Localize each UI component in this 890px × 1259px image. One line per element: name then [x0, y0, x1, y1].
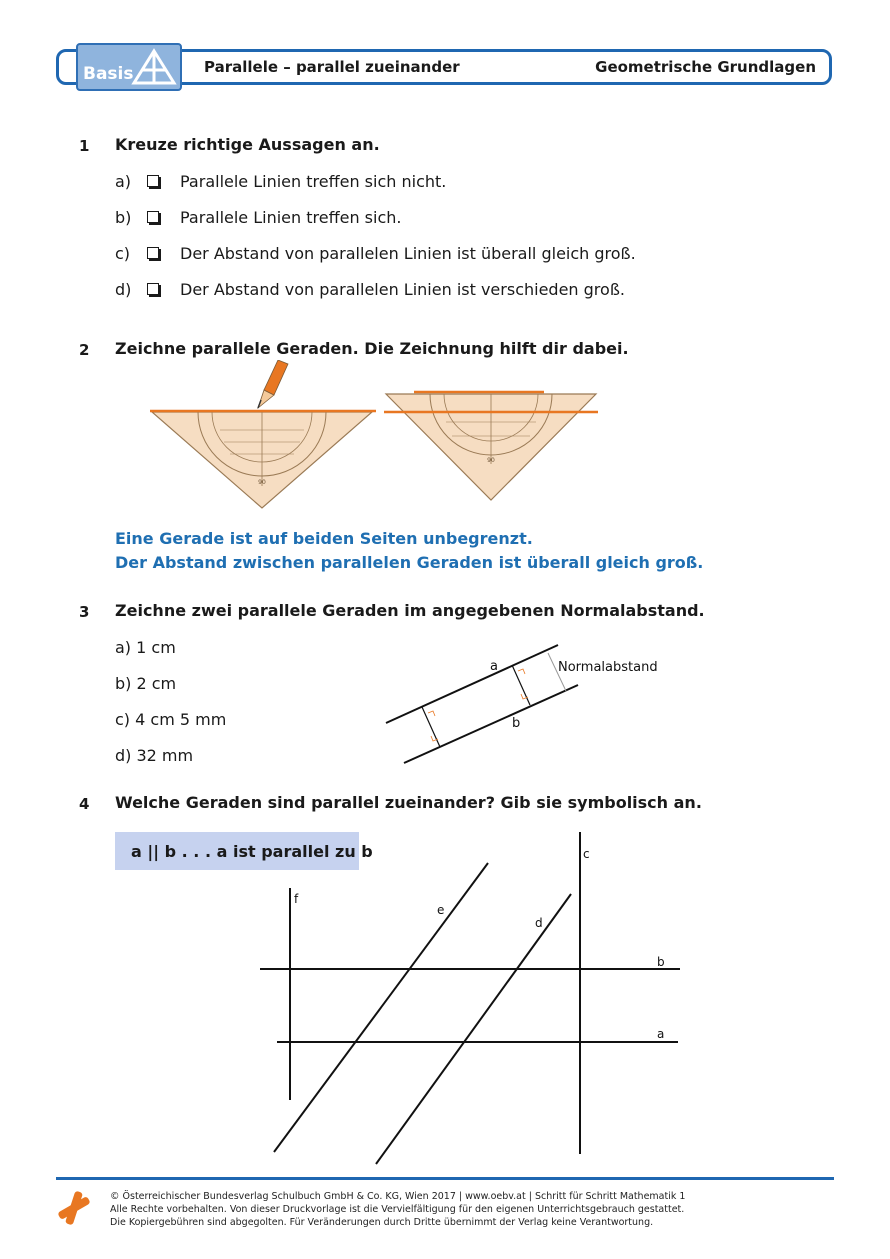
task3-title: Zeichne zwei parallele Geraden im angegebenen Normalabstand.: [115, 601, 705, 620]
label-f: f: [294, 892, 299, 906]
footer-rights: Alle Rechte vorbehalten. Von dieser Druckvorlage ist die Vervielfältigung für den eigenen Unterrichtsgebrauch gestattet.: [110, 1204, 685, 1215]
set-square-illustration: [140, 360, 610, 520]
task3-item-b: b) 2 cm: [115, 674, 177, 693]
symbol-example-text: a || b . . . a ist parallel zu b: [131, 842, 373, 861]
task2-info-line2: Der Abstand zwischen parallelen Geraden ist überall gleich groß.: [115, 553, 704, 572]
logo-text: Basis: [83, 64, 134, 84]
line-d: [376, 894, 571, 1164]
task3-item-a: a) 1 cm: [115, 638, 176, 657]
svg-text:90: 90: [258, 479, 266, 486]
svg-text:90: 90: [487, 457, 495, 464]
normal-distance-figure: [380, 635, 680, 775]
task4-number: 4: [79, 795, 90, 813]
task2-title: Zeichne parallele Geraden. Die Zeichnung hilft dir dabei.: [115, 339, 629, 358]
publisher-logo-icon: [56, 1190, 92, 1226]
task1-title: Kreuze richtige Aussagen an.: [115, 135, 380, 154]
worksheet-title: Parallele – parallel zueinander: [204, 58, 460, 76]
label-b: b: [657, 955, 665, 969]
footer-fees: Die Kopiergebühren sind abgegolten. Für Veränderungen durch Dritte übernimmt der Verlag keine Verantwortung.: [110, 1217, 654, 1228]
footer-divider: [56, 1177, 834, 1180]
task1-option-a-letter: a): [115, 172, 132, 191]
task1-option-b-letter: b): [115, 208, 132, 227]
line-e: [274, 863, 488, 1152]
task1-option-c-letter: c): [115, 244, 131, 263]
task1-option-a-text: Parallele Linien treffen sich nicht.: [180, 172, 447, 191]
task1-option-c-text: Der Abstand von parallelen Linien ist überall gleich groß.: [180, 244, 636, 263]
task1-option-d-text: Der Abstand von parallelen Linien ist verschieden groß.: [180, 280, 625, 299]
label-e: e: [437, 903, 445, 917]
footer-copyright: © Österreichischer Bundesverlag Schulbuch GmbH & Co. KG, Wien 2017 | www.oebv.at | Schritt für Schritt Mathematik 1: [110, 1191, 686, 1202]
task3-item-d: d) 32 mm: [115, 746, 194, 765]
task3-label-normal: Normalabstand: [558, 660, 658, 675]
task3-line-a: [386, 645, 558, 723]
set-square-right: [384, 392, 598, 500]
task3-item-c: c) 4 cm 5 mm: [115, 710, 227, 729]
worksheet-topic: Geometrische Grundlagen: [595, 58, 816, 76]
task1-option-d-checkbox[interactable]: [147, 283, 159, 295]
task1-option-b-text: Parallele Linien treffen sich.: [180, 208, 402, 227]
task1-number: 1: [79, 137, 90, 155]
pencil-icon: [258, 360, 288, 408]
task3-label-b: b: [512, 716, 521, 731]
label-d: d: [535, 916, 543, 930]
task1-option-a-checkbox[interactable]: [147, 175, 159, 187]
label-c: c: [583, 847, 590, 861]
task1-option-d-letter: d): [115, 280, 132, 299]
task3-number: 3: [79, 603, 90, 621]
label-a: a: [657, 1027, 665, 1041]
task4-title: Welche Geraden sind parallel zueinander? Gib sie symbolisch an.: [115, 793, 702, 812]
set-square-left: [150, 411, 376, 508]
task2-info-line1: Eine Gerade ist auf beiden Seiten unbegrenzt.: [115, 529, 533, 548]
lines-figure: [250, 830, 690, 1170]
task2-number: 2: [79, 341, 90, 359]
task3-label-a: a: [490, 659, 498, 674]
task1-option-b-checkbox[interactable]: [147, 211, 159, 223]
task1-option-c-checkbox[interactable]: [147, 247, 159, 259]
